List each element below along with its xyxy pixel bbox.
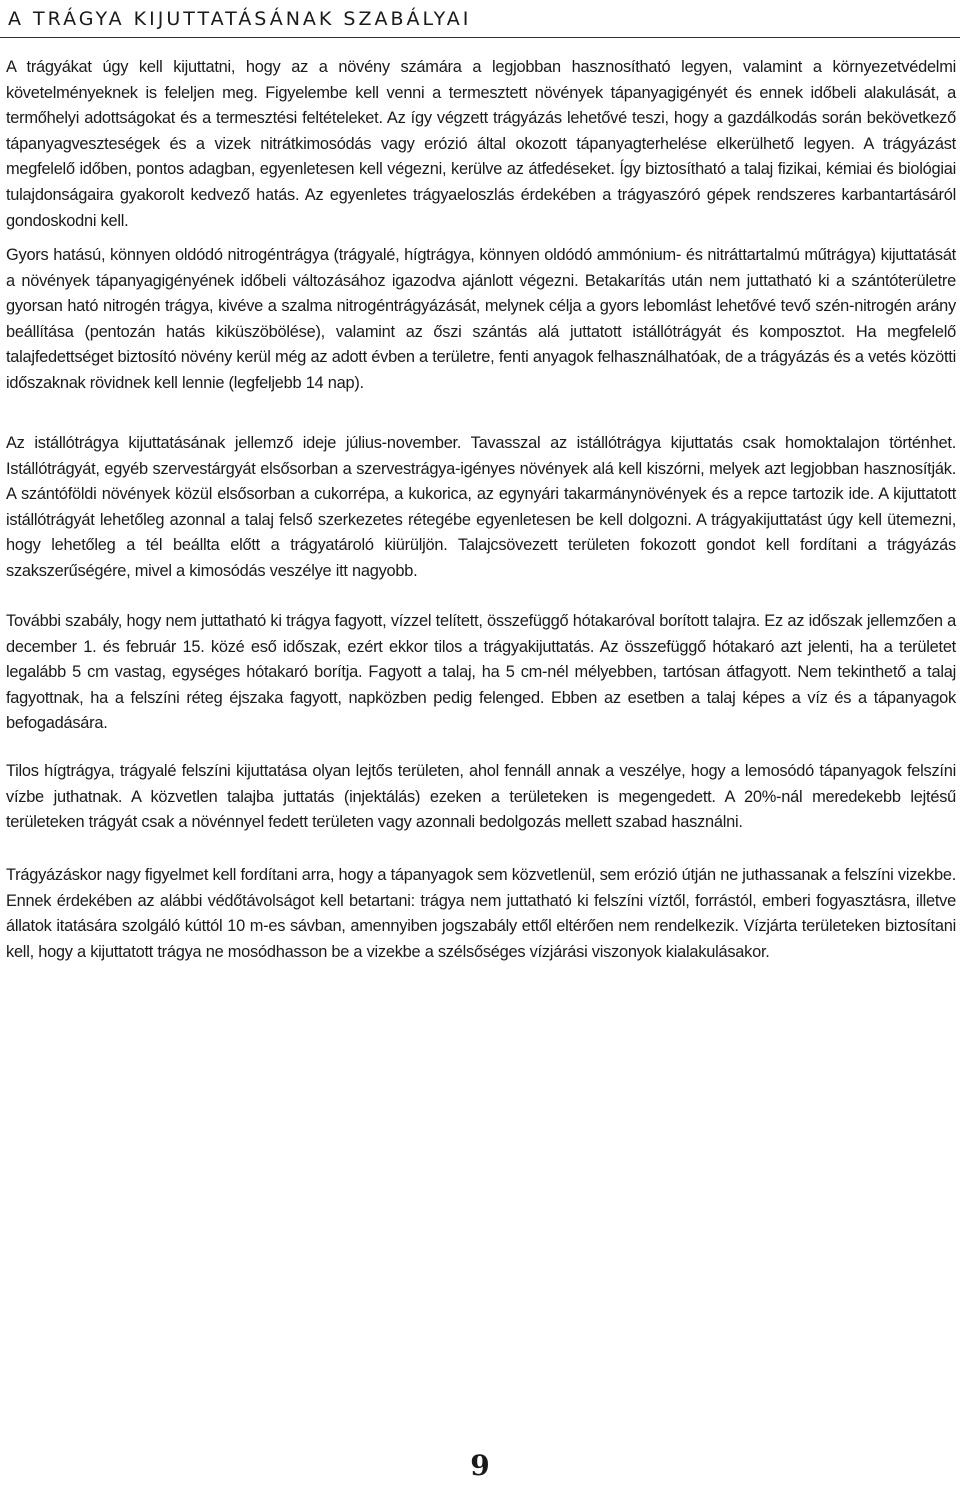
document-body [6,55,956,965]
section-heading: A TRÁGYA KIJUTTATÁSÁNAK SZABÁLYAI [8,8,472,30]
paragraph-protective-distance: Trágyázáskor nagy figyelmet kell fordítani arra, hogy a tápanyagok sem közvetlenül, sem erózió útján ne juthassanak a felszíni vizekbe. Ennek érdekében az alábbi védőtávolságot kell betartani: trágya nem juttatható ki felszíni víztől, forrástól, emberi fogyasztásra, illetve állatok itatására szolgáló kúttól 10 m-es sávban, amennyiben jogszabály ettől eltérően nem rendelkezik. Vízjárta területeken biztosítani kell, hogy a kijuttatott trágya ne mosódhasson be a vizekbe a szélsőséges vízjárási viszonyok kialakulásakor. [6,866,956,961]
paragraph-slopes: Tilos hígtrágya, trágyalé felszíni kijuttatása olyan lejtős területen, ahol fennáll annak a veszélye, hogy a lemosódó tápanyagok felszíni vízbe juthatnak. A közvetlen talajba juttatás (injektálás) ezeken a területeken is megengedett. A 20%-nál meredekebb lejtésű területeken trágyát csak a növénnyel fedett területen vagy azonnali bedolgozás mellett szabad használni. [6,762,956,832]
heading-divider [0,37,960,38]
paragraph-manure-timing: Az istállótrágya kijuttatásának jellemző ideje július-november. Tavasszal az istállótrágya kijuttatás csak homoktalajon történhet. Istállótrágyát, egyéb szervestárgyát elsősorban a szervestrágya-igényes növények alá kell kiszórni, melyek azt legjobban hasznosítják. A szántóföldi növények közül elsősorban a cukorrépa, a kukorica, az egynyári takarmánynövények és a repce tartozik ide. A kijuttatott istállótrágyát lehetőleg azonnal a talaj felső szerkezetes rétegébe egyenletesen be kell dolgozni. A trágyakijuttatást úgy kell ütemezni, hogy lehetőleg a tél beállta előtt a trágyatároló kiürüljön. Talajcsövezett területen fokozott gondot kell fordítani a trágyázás szakszerűségére, mivel a kimosódás veszélye itt nagyobb. [6,434,956,580]
paragraph-frozen-soil: További szabály, hogy nem juttatható ki trágya fagyott, vízzel telített, összefüggő hótakaróval borított talajra. Ez az időszak jellemzően a december 1. és február 15. közé eső időszak, ezért ekkor tilos a trágyakijuttatás. Az összefüggő hótakaró azt jelenti, ha a területet legalább 5 cm vastag, egységes hótakaró borítja. Fagyott a talaj, ha 5 cm-nél mélyebben, tartósan átfagyott. Nem tekinthető a talaj fagyottnak, ha a felszíni réteg éjszaka fagyott, napközben pedig felenged. Ebben az esetben a talaj képes a víz és a tápanyagok befogadására. [6,612,956,733]
paragraph-general-rules: A trágyákat úgy kell kijuttatni, hogy az a növény számára a legjobban hasznosítható legyen, valamint a környezetvédelmi követelményeknek is feleljen meg. Figyelembe kell venni a termesztett növények tápanyagigényét és ennek időbeli alakulását, a termőhelyi adottságokat és a termesztési feltételeket. Az így végzett trágyázás lehetővé teszi, hogy a gazdálkodás során bekövetkező tápanyagveszteségek és a vizek nitrátkimosódás vagy erózió által okozott tápanyagterhelése elkerülhető legyen. A trágyázást megfelelő időben, pontos adagban, egyenletesen kell végezni, kerülve az átfedéseket. Így biztosítható a talaj fizikai, kémiai és biológiai tulajdonságaira gyakorolt kedvező hatás. Az egyenletes trágyaeloszlás érdekében a trágyaszóró gépek rendszeres karbantartásáról gondoskodni kell. [6,58,956,230]
page-number: 9 [470,1449,490,1482]
paragraph-nitrogen-fertilizer: Gyors hatású, könnyen oldódó nitrogéntrágya (trágyalé, hígtrágya, könnyen oldódó ammónium- és nitráttartalmú műtrágya) kijuttatását a növények tápanyagigényének időbeli változásához igazodva ajánlott végezni. Betakarítás után nem juttatható ki a szántóterületre gyorsan ható nitrogén trágya, kivéve a szalma nitrogéntrágyázását, melynek célja a gyors lebomlást lehetővé tevő szén-nitrogén arány beállítása (pentozán hatás kiküszöbölése), valamint az őszi szántás alá juttatott istállótrágyát és komposztot. Ha megfelelő talajfedettséget biztosító növény kerül még az adott évben a területre, fenti anyagok felhasználhatóak, de a trágyázás és a vetés közötti időszaknak rövidnek kell lennie (legfeljebb 14 nap). [6,246,956,392]
